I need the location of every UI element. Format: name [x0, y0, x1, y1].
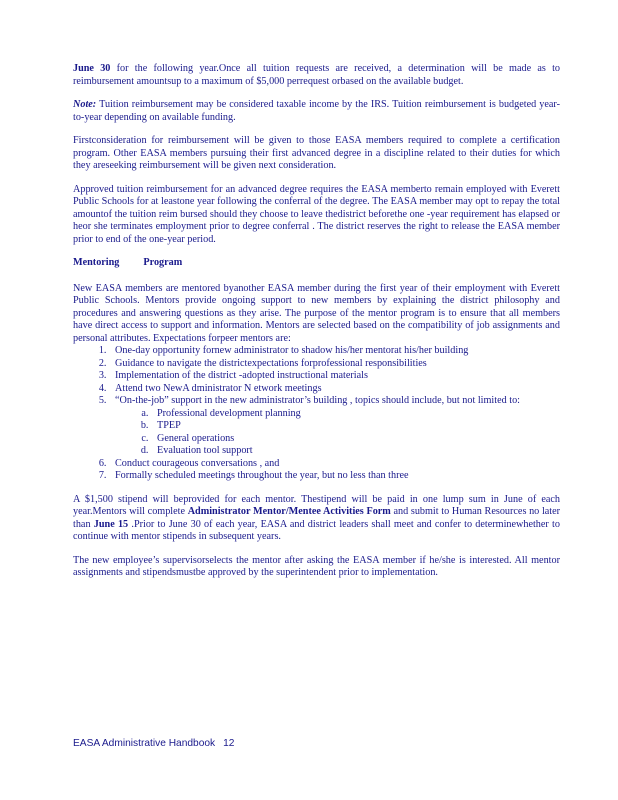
paragraph-stipend: A $1,500 stipend will beprovided for each mentor. Thestipend will be paid in one lump sum in June of each year.Mentors will complete Administrator Mentor/Mentee Activities Form and submit to Human Resources no later than June 15 .Prior to June 30 of each year, EASA and district leaders shall meet and confer to determinewhether to continue with mentor stipends in subsequent years.: [73, 493, 561, 542]
support-topics-sublist: [115, 408, 560, 458]
paragraph-note: Note: Tuition reimbursement may be considered taxable income by the IRS. Tuition reimbursement is budgeted year-to-year depending on available funding.: [73, 99, 560, 123]
paragraph-repayment: Approved tuition reimbursement for an advanced degree requires the EASA memberto remain employed with Everett Public Schools for at leastone year following the conferral of the degree. The EASA member may opt to repay the total amountof the tuition reim bursed should they choose to leave thedistrict beforethe one -year requirement has elapsed or heor she terminates employment prior to degree conferral . The district reserves the right to release the EASA member prior to end of the one-year period.: [73, 183, 560, 245]
mentor-expectations-list: [73, 345, 560, 483]
paragraph-supervisor: The new employee’s supervisorselects the mentor after asking the EASA member if he/she is interested. All mentor assignments and stipendsmustbe approved by the superintendent prior to implementation.: [73, 554, 560, 578]
list-item: 7. Formally scheduled meetings throughout the year, but no less than three: [109, 470, 560, 483]
page-footer: [73, 738, 234, 749]
list-item: 1. One-day opportunity fornew administrator to shadow his/her mentorat his/her building: [109, 345, 560, 358]
list-item: 6. Conduct courageous conversations , and: [109, 458, 560, 471]
list-item: 4. Attend two NewA dministrator N etwork meetings: [109, 383, 560, 396]
sublist-item: c. General operations: [151, 433, 560, 446]
page-number: 12: [223, 738, 235, 749]
page-body: [73, 63, 560, 591]
sublist-item: b. TPEP: [151, 420, 560, 433]
section-heading-mentoring: Mentoring Program: [73, 257, 183, 268]
list-item: 3. Implementation of the district -adopted instructional materials: [109, 370, 560, 383]
handbook-title: EASA Administrative Handbook: [73, 738, 216, 749]
note-label: Note:: [73, 99, 97, 110]
submission-date: June 15: [93, 518, 129, 530]
paragraph-mentoring-intro: New EASA members are mentored byanother EASA member during the first year of their employment with Everett Public Schools. Mentors provide ongoing support to new members by explaining the district philosophy and procedures and answering questions as they arise. The purpose of the mentor program is to ensure that all members have direct access to support and information. Mentors are selected based on the compatibility of job assignments and personal attributes. Expectations forpeer mentors are:: [73, 282, 560, 344]
form-name: Administrator Mentor/Mentee Activities Form: [187, 506, 391, 517]
paragraph-deadline: June 30 for the following year.Once all tuition requests are received, a determination will be made as to reimbursement amountsup to a maximum of $5,000 perrequest orbased on the available budget.: [73, 63, 560, 87]
list-item: 2. Guidance to navigate the districtexpectations forprofessional responsibilities: [109, 358, 560, 371]
sublist-item: a. Professional development planning: [151, 408, 560, 421]
paragraph-consideration: Firstconsideration for reimbursement will be given to those EASA members required to complete a certification program. Other EASA members pursuing their first advanced degree in a discipline related to their duties for which they areseeking reimbursement will be given next consideration.: [73, 135, 560, 171]
sublist-item: d. Evaluation tool support: [151, 445, 560, 458]
deadline-date: June 30: [73, 63, 111, 74]
list-item: 5. “On-the-job” support in the new administrator’s building , topics should include, but not limited to: a. Professional development planning b. TPEP c. General operations d. Evaluation tool support: [109, 395, 560, 458]
